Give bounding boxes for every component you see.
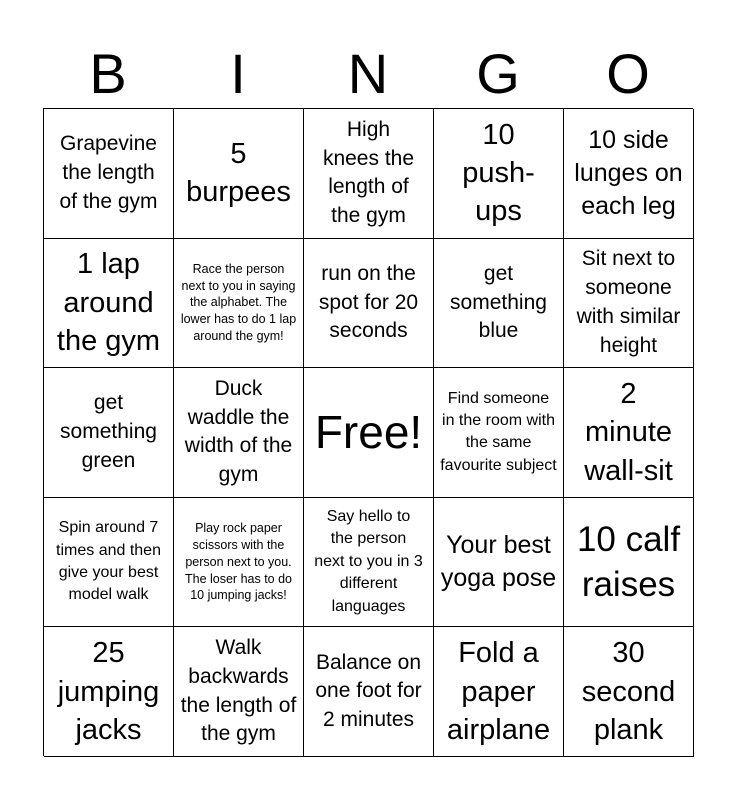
bingo-cell-r2c3[interactable] [304,239,434,369]
cell-text: 10 push-ups [462,118,535,228]
bingo-cell-r2c1[interactable] [44,239,174,369]
header-letter-g: G [476,42,520,105]
header-letter-b: B [89,42,127,105]
bingo-cell-r5c1[interactable] [44,627,174,757]
cell-text: Duck waddle the width of the gym [184,376,293,487]
cell-text: Grapevine the length of the gym [59,132,158,213]
cell-text: 10 calf raises [576,519,681,605]
cell-text: Balance on one foot for 2 minutes [315,650,422,732]
bingo-cell-r4c4[interactable] [434,498,564,628]
cell-text: Spin around 7 times and then give your best model walk [56,519,161,604]
bingo-cell-r2c5[interactable] [564,239,694,369]
cell-text: 25 jumping jacks [57,637,160,746]
bingo-cell-r1c2[interactable] [174,109,304,239]
cell-text: Say hello to the person next to you in 3 different languages [314,508,423,615]
bingo-cell-r4c1[interactable] [44,498,174,628]
cell-text: run on the spot for 20 seconds [318,261,419,343]
cell-text: 30 second plank [581,637,676,746]
bingo-cell-r5c5[interactable] [564,627,694,757]
cell-text: Your best yoga pose [440,531,557,593]
cell-text: Race the person next to you in saying the alphabet. The lower has to do 1 lap around the gym! [180,261,297,344]
cell-text: 1 lap around the gym [56,248,161,358]
bingo-cell-r5c3[interactable] [304,627,434,757]
header-letter-o: O [606,42,650,105]
cell-text: Sit next to someone with similar height [576,247,681,357]
bingo-cell-r3c1[interactable] [44,368,174,498]
cell-text: Find someone in the room with the same favourite subject [440,389,557,474]
cell-text: get something blue [450,261,547,343]
bingo-cell-r1c3[interactable] [304,109,434,239]
cell-text: 10 side lunges on each leg [574,125,683,220]
bingo-cell-r5c2[interactable] [174,627,304,757]
free-space: Free! [314,405,423,458]
header-letter-n: N [347,42,389,105]
cell-text: Play rock paper scissors with the person next to you. The loser has to do 10 jumping jacks! [184,520,292,603]
cell-text: 5 burpees [186,138,291,209]
bingo-cell-r3c3[interactable] [304,368,434,498]
header-letter-i: I [230,42,246,105]
bingo-cell-r3c5[interactable] [564,368,694,498]
bingo-cell-r4c2[interactable] [174,498,304,628]
cell-text: 2 minute wall-sit [584,378,673,487]
cell-text: Fold a paper airplane [446,637,551,746]
bingo-cell-r2c4[interactable] [434,239,564,369]
bingo-cell-r2c2[interactable] [174,239,304,369]
bingo-cell-r4c5[interactable] [564,498,694,628]
bingo-cell-r5c4[interactable] [434,627,564,757]
bingo-header [43,40,693,108]
bingo-cell-r1c4[interactable] [434,109,564,239]
bingo-cell-r4c3[interactable] [304,498,434,628]
cell-text: Walk backwards the length of the gym [180,636,297,746]
bingo-cell-r3c4[interactable] [434,368,564,498]
cell-text: High knees the length of the gym [322,117,415,228]
bingo-card-grid [43,108,693,756]
bingo-cell-r1c1[interactable] [44,109,174,239]
bingo-cell-r1c5[interactable] [564,109,694,239]
cell-text: get something green [60,391,157,472]
bingo-cell-r3c2[interactable] [174,368,304,498]
